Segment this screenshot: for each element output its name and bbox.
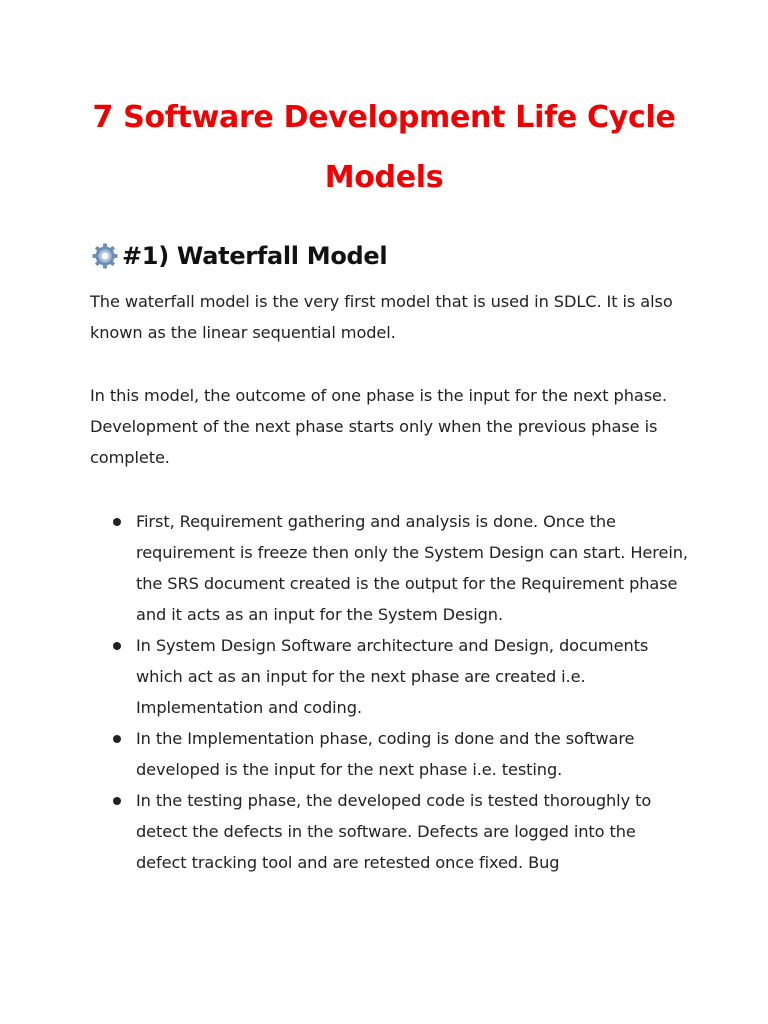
list-item bbox=[90, 630, 690, 723]
page-title: 7 Software Development Life Cycle Models bbox=[92, 100, 676, 195]
bullet-icon bbox=[113, 735, 121, 743]
bullet-icon bbox=[113, 642, 121, 650]
paragraph: The waterfall model is the very first model that is used in SDLC. It is also known as the linear sequential model. bbox=[90, 292, 673, 342]
list-item bbox=[90, 506, 690, 630]
section-heading bbox=[90, 236, 387, 276]
list-item-text: First, Requirement gathering and analysis is done. Once the requirement is freeze then only the System Design can start. Herein, the SRS document created is the output for the Requirement phase and it acts as an input for the System Design. bbox=[136, 512, 688, 624]
paragraph: In this model, the outcome of one phase is the input for the next phase. Development of the next phase starts only when the previous phase is complete. bbox=[90, 386, 667, 467]
section-heading-text: #1) Waterfall Model bbox=[122, 242, 388, 270]
bullet-icon bbox=[113, 797, 121, 805]
list-item-text: In System Design Software architecture and Design, documents which act as an input for the next phase are created i.e. Implementation and coding. bbox=[136, 636, 649, 717]
list-item bbox=[90, 723, 690, 785]
gear-icon bbox=[90, 241, 120, 271]
bullet-icon bbox=[113, 518, 121, 526]
list-item-text: In the Implementation phase, coding is done and the software developed is the input for the next phase i.e. testing. bbox=[136, 729, 635, 779]
bullet-list bbox=[90, 506, 690, 878]
list-item bbox=[90, 785, 690, 878]
list-item-text: In the testing phase, the developed code is tested thoroughly to detect the defects in the software. Defects are logged into the defect tracking tool and are retested once fixed. Bug bbox=[136, 791, 652, 872]
